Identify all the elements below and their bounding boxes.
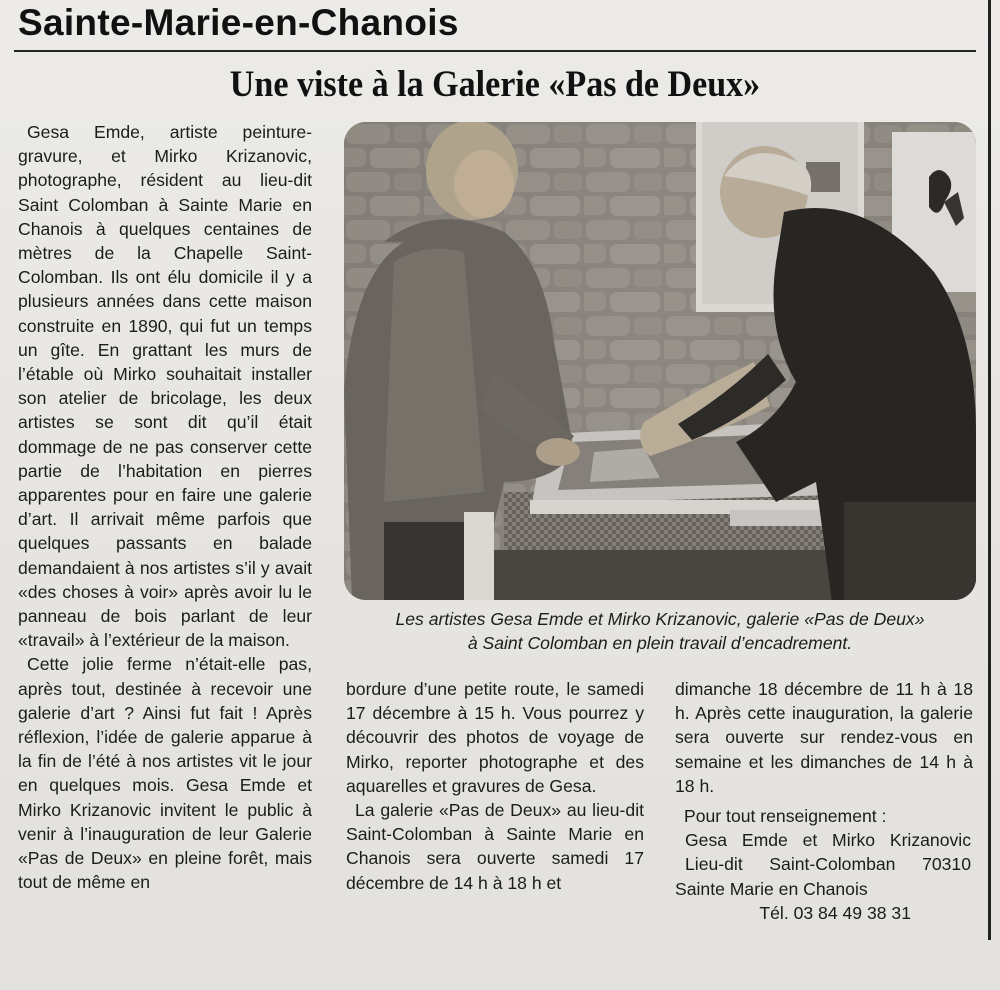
paragraph-intro: Gesa Emde, artiste peinture-gravure, et Mirko Krizanovic, photographe, résident au lieu-dit Saint Colomban à Sainte Marie en Chanois à quelques centaines de mètres de la Chapelle Saint-Colomban. Ils ont élu domicile il y a plusieurs années dans cette maison construite en 1890, qui fut un temps un gîte. En grattant les murs de l’étable où Mirko souhaitait installer son atelier de bricolage, les deux artistes se sont dit qu’il était dommage de ne pas conserver cette partie de l’habitation en pierres apparentes pour en faire une galerie d’art. Il arrivait même parfois que quelques passants en balade demandaient à nos artistes s’il y avait «des choses à voir» après avoir lu le panneau de bois parlant de leur «travail» à l’extérieur de la maison. — [18, 122, 312, 651]
contact-phone: Tél. 03 84 49 38 31 — [759, 902, 911, 923]
photo-caption — [344, 607, 976, 655]
article-column-3 — [675, 677, 973, 925]
section-divider — [14, 50, 976, 52]
paragraph-opening-continued: dimanche 18 décembre de 11 h à 18 h. Après cette inauguration, la galerie sera ouverte sur rendez-vous en semaine et les dimanches de 14 h à 18 h. — [675, 679, 973, 796]
contact-name: Gesa Emde et Mirko Krizanovic — [685, 830, 971, 851]
article-headline: Une viste à la Galerie «Pas de Deux» — [229, 64, 761, 105]
section-title: Sainte-Marie-en-Chanois — [18, 2, 459, 43]
paragraph-opening: La galerie «Pas de Deux» au lieu-dit Saint-Colomban à Sainte Marie en Chanois sera ouverte samedi 17 décembre de 14 h à 18 h et — [346, 800, 644, 893]
contact-town: Sainte Marie en Chanois — [675, 878, 868, 899]
paragraph-gallery: Cette jolie ferme n’était-elle pas, après tout, destinée à recevoir une galerie d’art ? Ainsi fut fait ! Après réflexion, l’idée de galerie apparue à la fin de l’été à nos artistes vit le jour en quelques mois. Gesa Emde et Mirko Krizanovic invitent le public à venir à l’inauguration de leur Galerie «Pas de Deux» en pleine forêt, mais tout de même en — [18, 654, 312, 893]
artists-framing-photo — [344, 122, 976, 600]
article-column-1 — [18, 120, 312, 895]
column-rule — [988, 0, 991, 940]
contact-heading: Pour tout renseignement : — [684, 806, 887, 827]
paragraph-gallery-continued: bordure d’une petite route, le samedi 17 décembre à 15 h. Vous pourrez y découvrir des photos de voyage de Mirko, reporter photographe et des aquarelles et gravures de Gesa. — [346, 679, 644, 796]
caption-line-1: Les artistes Gesa Emde et Mirko Krizanovic, galerie «Pas de Deux» — [395, 609, 925, 629]
article-photo — [344, 122, 976, 600]
article-column-2 — [346, 677, 644, 895]
contact-address: Lieu-dit Saint-Colomban 70310 — [685, 854, 971, 875]
caption-line-2: à Saint Colomban en plein travail d’encadrement. — [467, 633, 853, 653]
